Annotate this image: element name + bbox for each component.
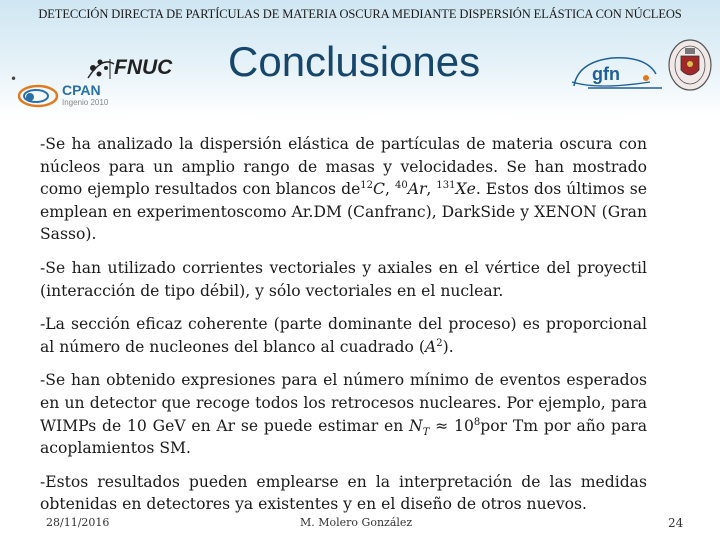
university-crest-icon — [667, 38, 713, 92]
paragraph-1-lead: -Se ha analizado la dispersión elástica de partículas de materia oscura con núcleos para un amplio rango de masas y velocidades. Se han mostrado como ejemplo resultados con blancos de — [40, 135, 647, 199]
event-estimate — [409, 416, 481, 438]
gfn-logo-text: gfn — [592, 64, 620, 84]
paragraph-4 — [40, 369, 647, 459]
events-symbol: N — [409, 416, 423, 435]
paragraph-2: -Se han utilizado corrientes vectoriales y axiales en el vértice del proyectil (interacción de tipo débil), y sólo vectoriales en el nuclear. — [40, 258, 647, 300]
cpan-logo — [16, 80, 124, 112]
page-number: 24 — [668, 516, 684, 530]
events-subscript: T — [422, 426, 430, 438]
nucleon-exponent: 2 — [436, 337, 443, 349]
university-seal — [667, 38, 713, 92]
paragraph-5: -Estos resultados pueden emplearse en la interpretación de las medidas obtenidas en detectores ya existentes y en el diseño de otros nuevos. — [40, 472, 647, 514]
footer-date: 28/11/2016 — [46, 516, 110, 529]
nucleon-symbol: A — [424, 337, 437, 356]
conclusions-body — [40, 133, 647, 527]
cpan-logo-subtitle: Ingenio 2010 — [62, 98, 109, 107]
isotope-argon — [395, 180, 426, 198]
nucleon-number-squared — [425, 338, 443, 356]
paragraph-1: -Se ha analizado la dispersión elástica de partículas de materia oscura con núcleos para un amplio rango de masas y velocidades. Se han mostrado como ejemplo resultados con blancos $de^{12}C$, $^{40}$Ar, $^{131}$Xe. Estos dos últimos se emplean en experimentoscomo Ar.DM (Canfranc), DarkSide y XENON (Gran Sasso). — [40, 135, 647, 244]
argon-symbol: Ar — [407, 180, 427, 199]
paragraph-3-close: ). — [442, 337, 454, 356]
approx-sign: ≈ — [435, 416, 449, 435]
paragraph-1-tail: . Estos dos últimos se emplean en experimentoscomo Ar.DM (Canfranc), DarkSide y XENON (Gran Sasso). — [40, 180, 647, 244]
carbon-symbol: C — [373, 180, 385, 199]
isotope-carbon — [360, 180, 385, 198]
fnuc-logo-text: FNUC — [114, 56, 173, 79]
cpan-logo-text: CPAN — [62, 82, 101, 98]
estimate-base: 10 — [454, 416, 474, 435]
footer-author: M. Molero González — [300, 516, 413, 529]
xenon-mass-number: 131 — [436, 180, 456, 191]
carbon-mass-number: 12 — [360, 180, 374, 191]
estimate-exponent: 8 — [473, 416, 481, 428]
paragraph-3 — [40, 313, 647, 358]
presentation-title: DETECCIÓN DIRECTA DE PARTÍCULAS DE MATERIA OSCURA MEDIANTE DISPERSIÓN ELÁSTICA CON NÚCLEOS — [38, 7, 682, 21]
slide-heading: Conclusiones — [228, 38, 481, 85]
paragraph-3-text: -La sección eficaz coherente (parte dominante del proceso) es proporcional al número de nucleones del blanco al cuadrado ( — [40, 315, 647, 356]
paragraph-4-tail: por Tm por año para acoplamientos SM. — [40, 416, 647, 458]
cpan-swirl-icon — [16, 80, 60, 110]
argon-mass-number: 40 — [394, 180, 408, 191]
paragraph-4-text: -Se han obtenido expresiones para el número mínimo de eventos esperados en un detector que recoge todos los retrocesos nucleares. Por ejemplo, para WIMPs de 10 GeV en Ar se puede estimar en — [40, 371, 647, 435]
bullet-marker: • — [10, 72, 18, 86]
xenon-symbol: Xe — [455, 180, 476, 199]
gfn-logo — [568, 52, 664, 92]
isotope-xenon — [436, 180, 475, 198]
